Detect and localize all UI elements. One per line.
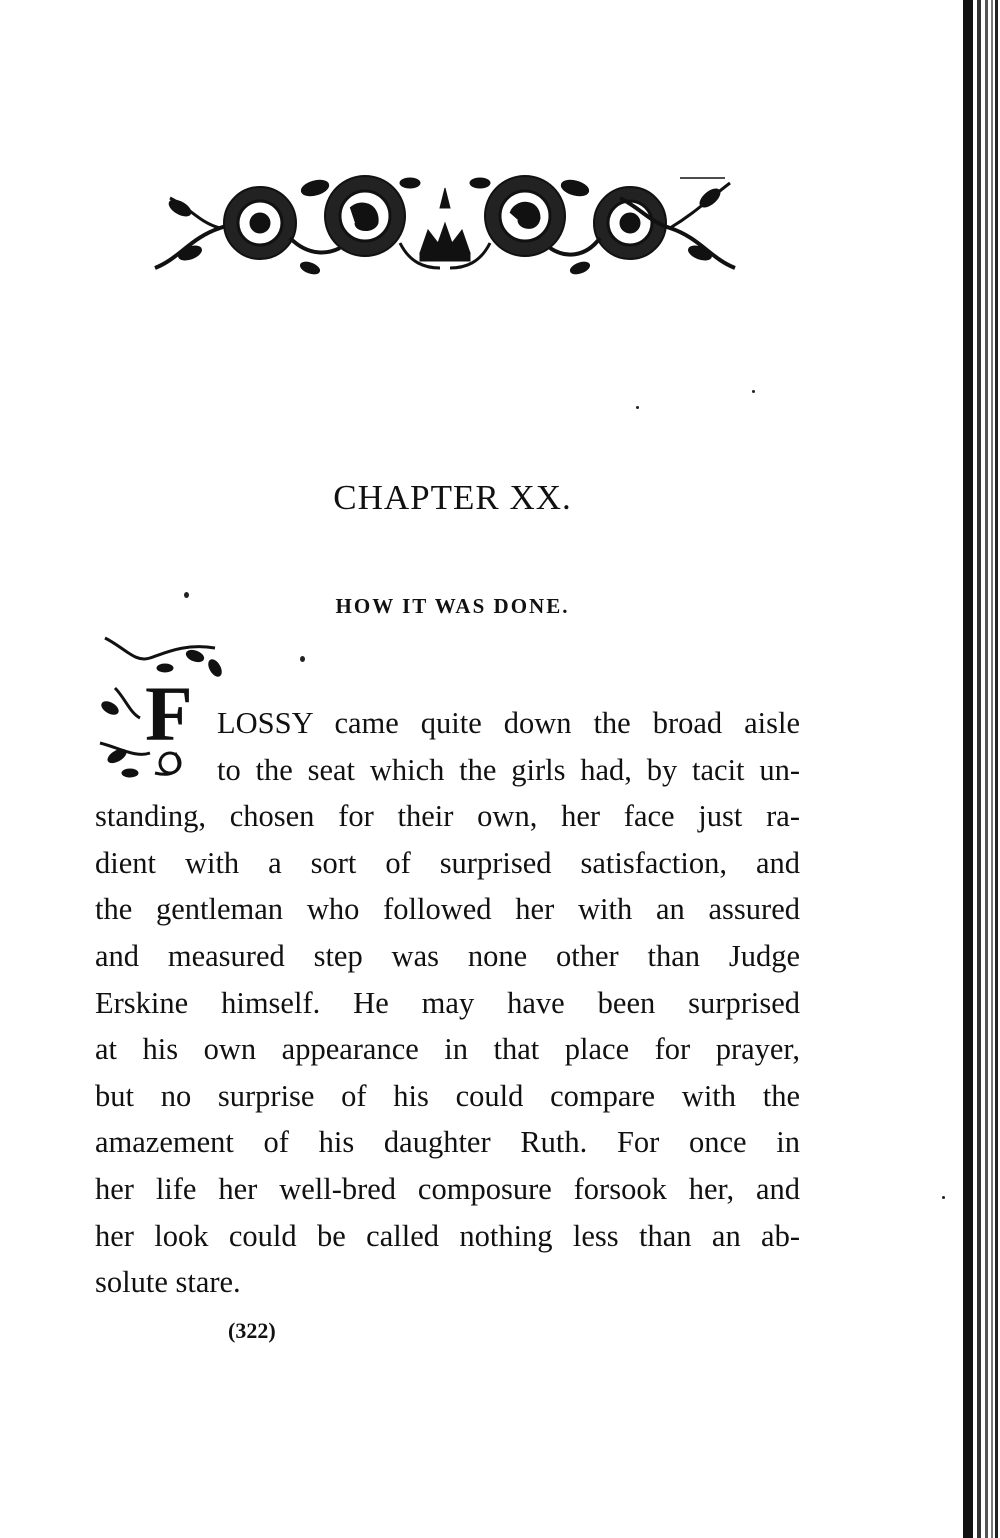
paragraph-line: LOSSY came quite down the broad aisle	[217, 706, 800, 740]
paragraph-line: solute stare.	[95, 1265, 241, 1300]
paragraph-line: standing, chosen for their own, her face just ra-	[95, 799, 800, 834]
paragraph-line: and measured step was none other than Judge	[95, 938, 800, 973]
scan-speck	[300, 656, 305, 662]
scan-speck	[752, 390, 755, 393]
paragraph-line: her life her well-bred composure forsook her, and	[95, 1171, 800, 1206]
scan-speck	[636, 406, 639, 409]
chapter-heading: CHAPTER XX.	[333, 478, 572, 517]
paragraph-line: at his own appearance in that place for prayer,	[95, 1032, 800, 1067]
dropcap-letter: F	[145, 670, 193, 757]
page-number: (322)	[228, 1318, 276, 1343]
paragraph-line: Erskine himself. He may have been surprised	[95, 985, 800, 1020]
paragraph-line: but no surprise of his could compare with the	[95, 1078, 800, 1113]
paragraph-line: dient with a sort of surprised satisfaction, and	[95, 845, 800, 880]
paragraph-line: to the seat which the girls had, by tacit un-	[217, 752, 800, 787]
chapter-subtitle: HOW IT WAS DONE.	[335, 594, 570, 618]
paragraph-line: the gentleman who followed her with an assured	[95, 892, 800, 927]
floral-ornament-icon	[150, 168, 740, 288]
scan-speck	[184, 592, 189, 598]
paragraph-line: amazement of his daughter Ruth. For once in	[95, 1125, 800, 1160]
paragraph-line: her look could be called nothing less than an ab-	[95, 1218, 800, 1253]
book-spine-edge	[955, 0, 1000, 1538]
chapter-paragraph	[95, 700, 800, 1306]
scan-speck	[942, 1196, 945, 1199]
